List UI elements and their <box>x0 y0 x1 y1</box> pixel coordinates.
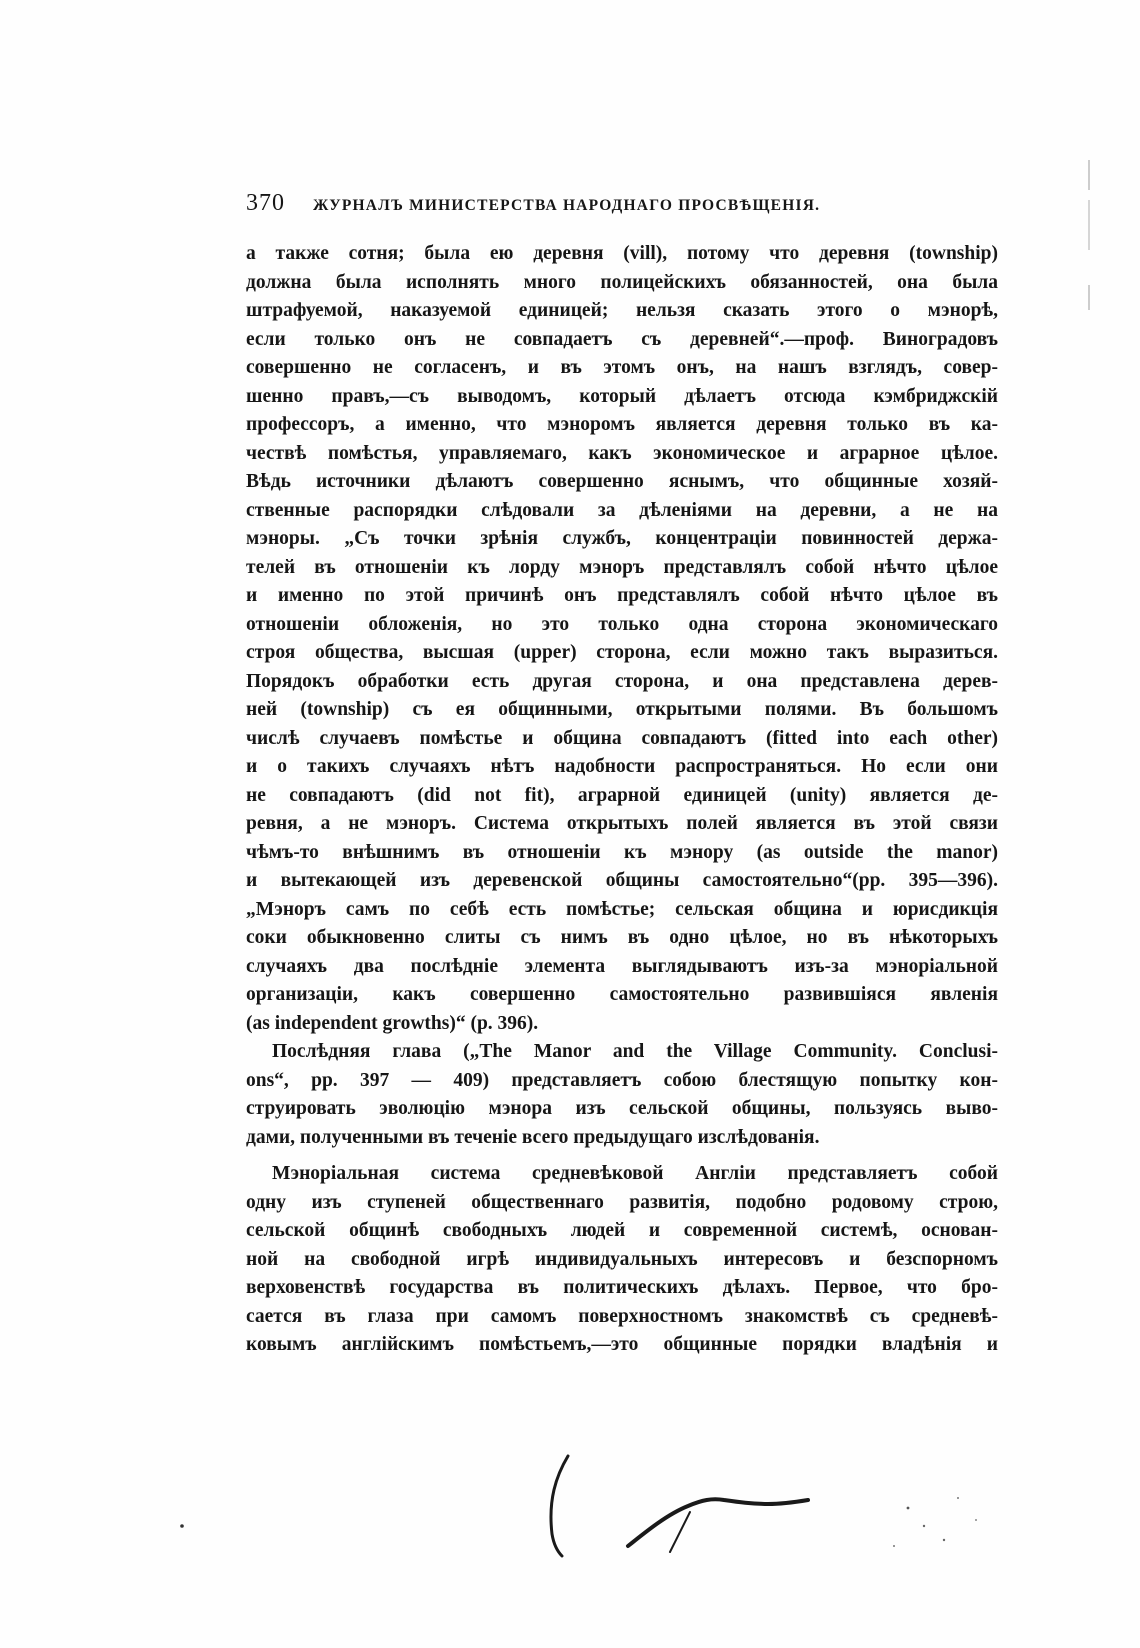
text-line: штрафуемой, наказуемой единицей; нельзя сказать этого о мэнорѣ, <box>246 300 998 321</box>
text-line: шенно правъ,—съ выводомъ, который дѣлаетъ отсюда кэмбриджскій <box>246 385 998 407</box>
text-line: ревня, а не мэноръ. Система открытыхъ полей является въ этой связи <box>246 813 998 834</box>
text-line: совершенно не согласенъ, и въ этомъ онъ, на нашъ взглядъ, совер- <box>246 357 998 378</box>
text-line: ственные распорядки слѣдовали за дѣленіями на деревни, а не на <box>246 499 998 521</box>
text-line: сельской общинѣ свободныхъ людей и современной системѣ, основан- <box>246 1220 998 1241</box>
text-line: „Мэноръ самъ по себѣ есть помѣстье; сельская община и юрисдикція <box>246 898 998 920</box>
text-line: ons“, pp. 397 — 409) представляетъ собою блестящую попытку кон- <box>246 1069 998 1091</box>
text-line: отношеніи обложенія, но это только одна сторона экономическаго <box>246 613 998 635</box>
text-line: (as independent growths)“ (p. 396). <box>246 1012 539 1034</box>
text-line: профессоръ, а именно, что мэноромъ является деревня только въ ка- <box>246 414 998 435</box>
text-line: струировать эволюцію мэнора изъ сельской общины, пользуясь выво- <box>246 1098 998 1119</box>
text-line: Вѣдь источники дѣлаютъ совершенно яснымъ, что общинные хозяй- <box>246 471 998 492</box>
text-line: и о такихъ случаяхъ нѣтъ надобности распространяться. Но если они <box>246 756 998 777</box>
journal-title: ЖУРНАЛЪ МИНИСТЕРСТВА НАРОДНАГО ПРОСВѢЩЕНІЯ. <box>313 197 821 214</box>
text-line: организаціи, какъ совершенно самостоятельно развившіяся явленія <box>246 984 998 1005</box>
text-line: Порядокъ обработки есть другая сторона, и она представлена дерев- <box>246 670 998 692</box>
text-line: ней (township) съ ея общинными, открытыми полями. Въ большомъ <box>246 699 998 720</box>
text-line: и именно по этой причинѣ онъ представлялъ собой нѣчто цѣлое въ <box>246 585 998 606</box>
text-line: сается въ глаза при самомъ поверхностномъ знакомствѣ съ средневѣ- <box>246 1305 998 1327</box>
page-number: 370 <box>246 190 285 216</box>
text-line: дами, полученными въ теченіе всего предыдущаго изслѣдованія. <box>246 1126 820 1148</box>
text-line: Мэноріальная система средневѣковой Англіи представляетъ собой <box>272 1163 998 1184</box>
text-line: верховенствѣ государства въ политическихъ дѣлахъ. Первое, что бро- <box>246 1277 998 1298</box>
text-line: Послѣдняя глава („The Manor and the Village Community. Conclusi- <box>272 1041 998 1062</box>
text-line: чествѣ помѣстья, управляемаго, какъ экономическое и аграрное цѣлое. <box>246 442 998 464</box>
text-line: должна была исполнять много полицейскихъ обязанностей, она была <box>246 271 998 293</box>
pencil-stroke-bracket <box>551 1456 568 1556</box>
text-line: числѣ случаевъ помѣстье и община совпадаютъ (fitted into each other) <box>246 727 998 749</box>
pencil-stroke-flourish <box>628 1499 808 1546</box>
text-line: строя общества, высшая (upper) сторона, если можно такъ выразиться. <box>246 642 998 663</box>
pencil-stroke-dash <box>670 1512 690 1552</box>
text-line: ковымъ англійскимъ помѣстьемъ,—это общинные порядки владѣнія и <box>246 1334 998 1355</box>
text-line: а также сотня; была ею деревня (vill), потому что деревня (township) <box>246 243 998 264</box>
speck <box>957 1497 959 1499</box>
text-line: одну изъ ступеней общественнаго развитія, подобно родовому строю, <box>246 1191 998 1213</box>
text-line: не совпадаютъ (did not fit), аграрной единицей (unity) является де- <box>246 784 998 806</box>
text-line: телей въ отношеніи къ лорду мэноръ представлялъ собой нѣчто цѣлое <box>246 556 998 578</box>
text-line: соки обыкновенно слиты съ нимъ въ одно цѣлое, но въ нѣкоторыхъ <box>246 927 998 948</box>
speck <box>943 1539 945 1541</box>
speck <box>893 1545 895 1547</box>
speck <box>975 1519 977 1521</box>
text-line: случаяхъ два послѣдніе элемента выглядываютъ изъ-за мэноріальной <box>246 955 998 977</box>
speck <box>923 1525 925 1527</box>
text-line: мэноры. „Съ точки зрѣнія службъ, концентраціи повинностей держа- <box>246 528 998 549</box>
speck <box>180 1524 184 1528</box>
text-line: ной на свободной игрѣ индивидуальныхъ интересовъ и безспорномъ <box>246 1248 998 1270</box>
text-line: чѣмъ-то внѣшнимъ въ отношеніи къ мэнору (as outside the manor) <box>246 841 998 863</box>
speck <box>907 1507 910 1510</box>
text-line: и вытекающей изъ деревенской общины самостоятельно“(pp. 395—396). <box>246 870 998 891</box>
text-line: если только онъ не совпадаетъ съ деревней“.—проф. Виноградовъ <box>246 328 998 350</box>
